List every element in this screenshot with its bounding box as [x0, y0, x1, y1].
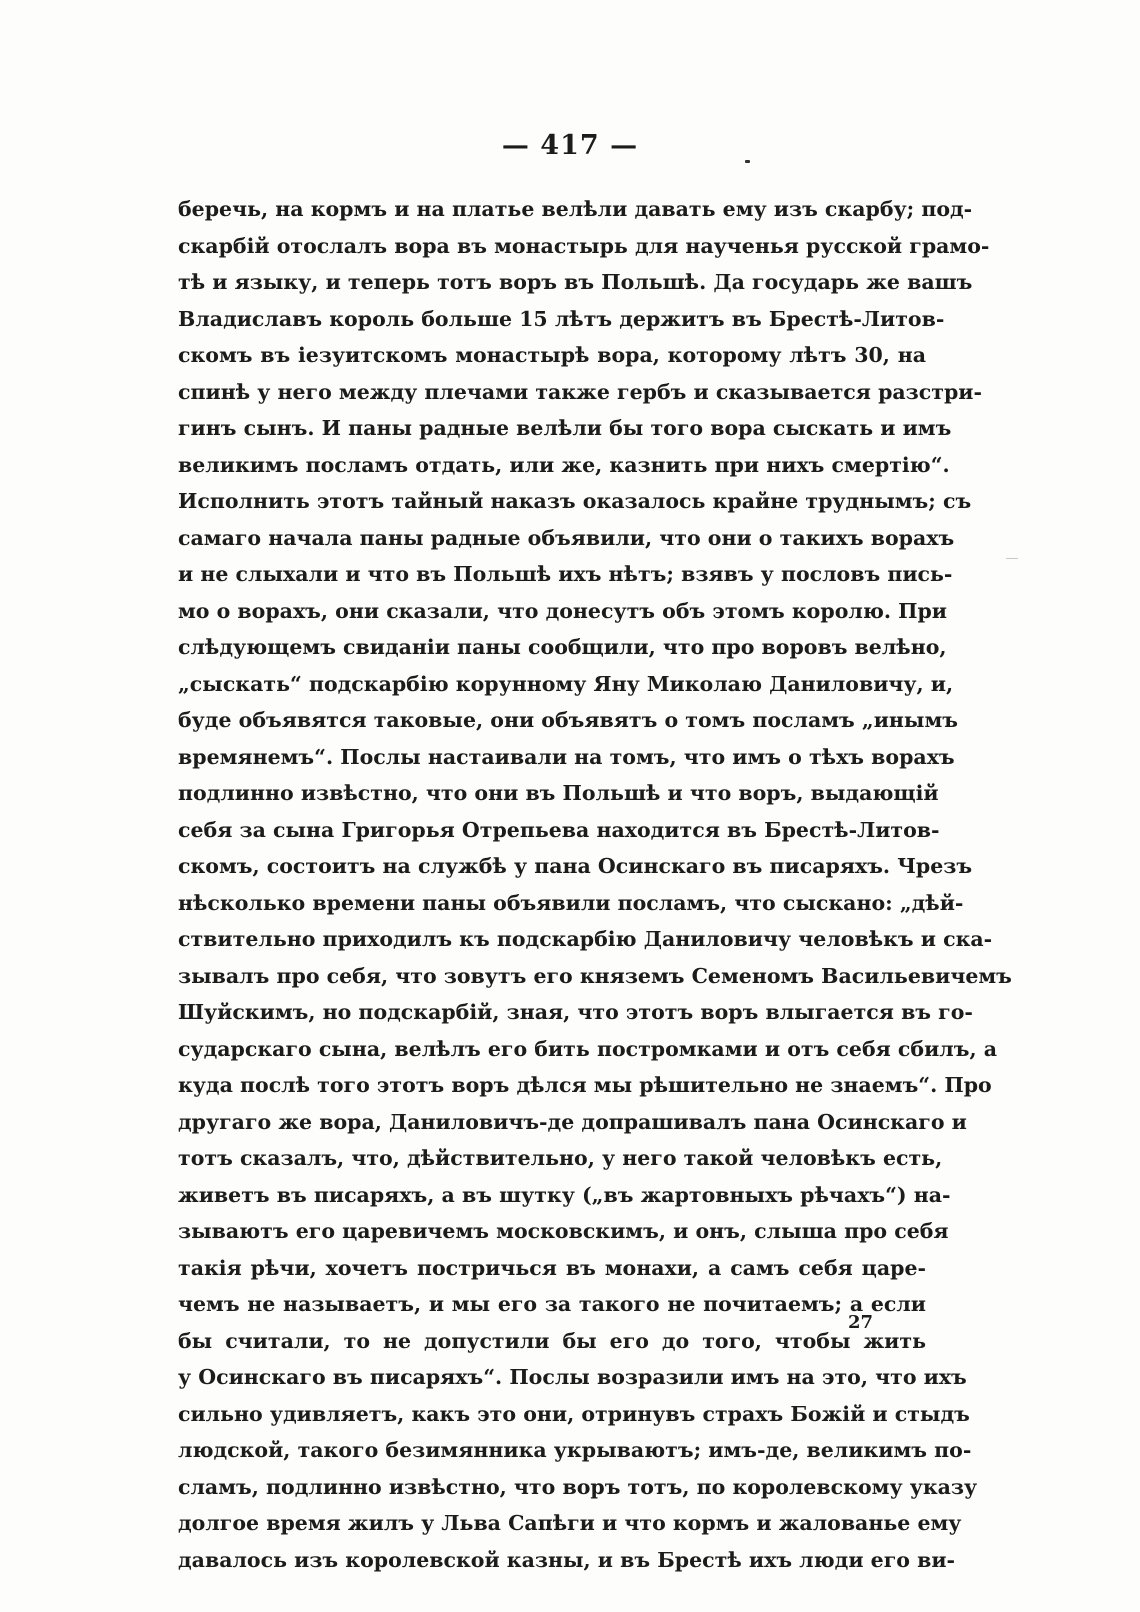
text-line: нѣсколько времени паны объявили посламъ, что сыскано: „дѣй- [178, 890, 964, 915]
text-line: тотъ сказалъ, что, дѣйствительно, у него такой человѣкъ есть, [178, 1146, 943, 1170]
text-line: спинѣ у него между плечами также гербъ и сказывается разстри- [178, 379, 982, 404]
text-line: куда послѣ того этотъ воръ дѣлся мы рѣшительно не знаемъ“. Про [178, 1073, 992, 1097]
text-line: скомъ, состоитъ на службѣ у пана Осинскаго въ писаряхъ. Чрезъ [178, 854, 973, 878]
text-line: времянемъ“. Послы настаивали на томъ, что имъ о тѣхъ ворахъ [178, 744, 955, 769]
text-line: буде объявятся таковые, они объявятъ о томъ посламъ „инымъ [178, 708, 958, 732]
text-line: гинъ сынъ. И паны радные велѣли бы того вора сыскать и имъ [178, 416, 952, 440]
signature-mark: 27 [848, 1312, 874, 1333]
text-line: Шуйскимъ, но подскарбій, зная, что этотъ воръ влыгается въ го- [178, 1000, 973, 1024]
page-number: — 417 — [501, 130, 639, 161]
text-line: сударскаго сына, велѣлъ его бить постромками и отъ себя сбилъ, а [178, 1036, 998, 1061]
text-line: другаго же вора, Даниловичъ-де допрашивалъ пана Осинскаго и [178, 1109, 967, 1134]
text-line: Владиславъ король больше 15 лѣтъ держитъ въ Брестѣ-Литов- [178, 306, 945, 331]
text-line: зывалъ про себя, что зовутъ его княземъ Семеномъ Васильевичемъ [178, 963, 1012, 988]
text-line: чемъ не называетъ, и мы его за такого не почитаемъ; а если [178, 1292, 926, 1316]
text-line: тѣ и языку, и теперь тотъ воръ въ Польшѣ. Да государь же вашъ [178, 270, 973, 294]
text-line: скомъ въ іезуитскомъ монастырѣ вора, которому лѣтъ 30, на [178, 343, 926, 367]
text-line: беречь, на кормъ и на платье велѣли давать ему изъ скарбу; под- [178, 197, 973, 221]
text-line: скарбій отослалъ вора въ монастырь для наученья русской грамо- [178, 233, 990, 258]
text-line: и не слыхали и что въ Польшѣ ихъ нѣтъ; взявъ у пословъ пись- [178, 562, 953, 586]
text-line: давалось изъ королевской казны, и въ Брестѣ ихъ люди его ви- [178, 1547, 956, 1572]
text-line: слѣдующемъ свиданіи паны сообщили, что про воровъ велѣно, [178, 635, 947, 659]
text-line: самаго начала паны радные объявили, что они о такихъ ворахъ [178, 525, 955, 550]
text-line: „сыскать“ подскарбію корунному Яну Миколаю Даниловичу, и, [178, 671, 954, 696]
text-line: долгое время жилъ у Льва Сапѣги и что кормъ и жалованье ему [178, 1511, 962, 1535]
text-line: подлинно извѣстно, что они въ Польшѣ и что воръ, выдающій [178, 781, 939, 805]
text-line: себя за сына Григорья Отрепьева находится въ Брестѣ-Литов- [178, 817, 940, 842]
margin-mark [1006, 558, 1018, 559]
text-line: Исполнить этотъ тайный наказъ оказалось крайне труднымъ; съ [178, 489, 972, 513]
text-line: людской, такого безимянника укрываютъ; имъ-де, великимъ по- [178, 1438, 972, 1462]
text-line: сламъ, подлинно извѣстно, что воръ тотъ, по королевскому указу [178, 1474, 978, 1499]
text-line: такія рѣчи, хочетъ постричься въ монахи, а самъ себя царе- [178, 1255, 926, 1280]
text-line: зываютъ его царевичемъ московскимъ, и онъ, слыша про себя [178, 1219, 949, 1243]
text-line: мо о ворахъ, они сказали, что донесутъ объ этомъ королю. При [178, 598, 948, 623]
text-line: ствительно приходилъ къ подскарбію Даниловичу человѣкъ и ска- [178, 927, 993, 951]
text-line: бы считали, то не допустили бы его до того, чтобы жить [178, 1328, 926, 1353]
ink-speck [745, 160, 750, 163]
text-line: живетъ въ писаряхъ, а въ шутку („въ жартовныхъ рѣчахъ“) на- [178, 1182, 951, 1207]
text-line: великимъ посламъ отдать, или же, казнить при нихъ смертію“. [178, 452, 950, 477]
body-text [178, 191, 1012, 1578]
text-line: у Осинскаго въ писаряхъ“. Послы возразили имъ на это, что ихъ [178, 1365, 967, 1389]
text-line: сильно удивляетъ, какъ это они, отринувъ страхъ Божій и стыдъ [178, 1401, 970, 1426]
